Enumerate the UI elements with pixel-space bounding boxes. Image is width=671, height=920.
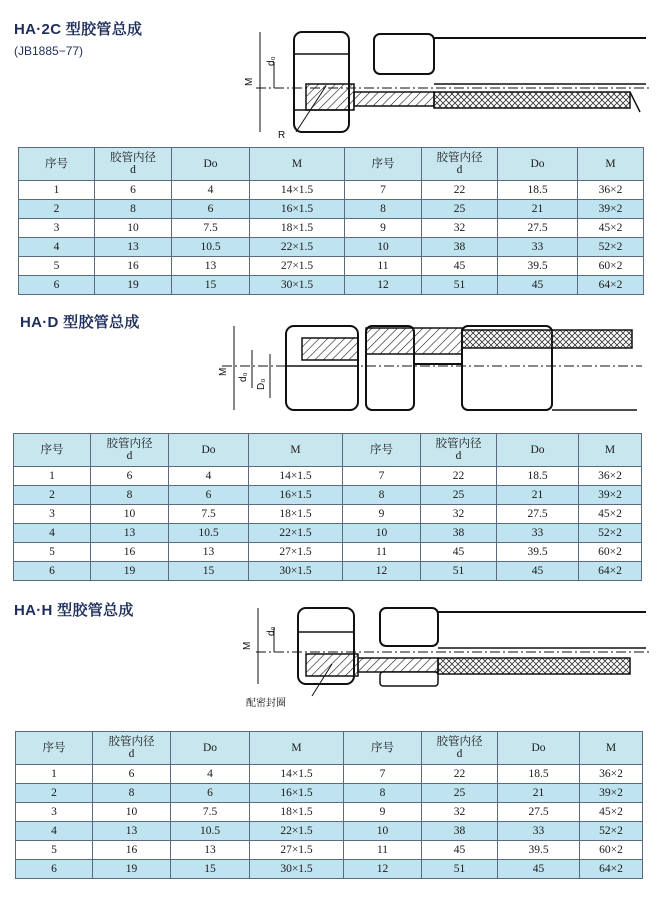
table-cell: 27×1.5: [249, 543, 343, 562]
table-cell: 10: [345, 238, 422, 257]
col-header-seq: 序号: [19, 148, 95, 181]
table-cell: 39×2: [580, 784, 643, 803]
col-header-do: Do: [169, 434, 249, 467]
table-cell: 36×2: [580, 765, 643, 784]
table-cell: 16×1.5: [250, 200, 345, 219]
section-subtitle: (JB1885−77): [14, 44, 84, 58]
table-cell: 8: [344, 784, 422, 803]
col-header-seq: 序号: [16, 732, 93, 765]
table-cell: 36×2: [578, 181, 644, 200]
table-cell: 10: [93, 803, 171, 822]
table-cell: 4: [172, 181, 250, 200]
table-cell: 39.5: [497, 543, 579, 562]
table-cell: 51: [422, 860, 498, 879]
table-cell: 45×2: [578, 219, 644, 238]
table-cell: 30×1.5: [250, 860, 344, 879]
table-cell: 45: [422, 257, 498, 276]
col-header-seq: 序号: [345, 148, 422, 181]
table-cell: 13: [93, 822, 171, 841]
table-cell: 9: [343, 505, 421, 524]
table-cell: 32: [422, 219, 498, 238]
hose-assembly-drawing: [212, 318, 652, 418]
table-cell: 4: [16, 822, 93, 841]
table-row: [19, 257, 644, 276]
table-row: [14, 467, 642, 486]
table-cell: 33: [497, 524, 579, 543]
table-cell: 16: [95, 257, 172, 276]
col-header-m: M: [579, 434, 642, 467]
table-cell: 18.5: [498, 765, 580, 784]
spec-table: [18, 147, 644, 295]
table-cell: 7.5: [172, 219, 250, 238]
table-cell: 10.5: [171, 822, 250, 841]
table-cell: 64×2: [580, 860, 643, 879]
table-cell: 1: [19, 181, 95, 200]
table-cell: 16×1.5: [250, 784, 344, 803]
table-cell: 45: [422, 841, 498, 860]
table-row: [16, 841, 643, 860]
table-cell: 21: [498, 200, 578, 219]
table-cell: 27×1.5: [250, 257, 345, 276]
table-cell: 6: [171, 784, 250, 803]
section-title: HA·H 型胶管总成: [14, 602, 134, 619]
table-cell: 15: [172, 276, 250, 295]
table-row: [19, 200, 644, 219]
col-header-do: Do: [498, 732, 580, 765]
col-header-seq: 序号: [14, 434, 91, 467]
table-cell: 3: [19, 219, 95, 238]
col-header-inner-diameter: 胶管内径 d: [93, 732, 171, 765]
table-cell: 4: [19, 238, 95, 257]
table-cell: 14×1.5: [249, 467, 343, 486]
table-cell: 6: [16, 860, 93, 879]
table-cell: 14×1.5: [250, 181, 345, 200]
table-cell: 45: [498, 276, 578, 295]
table-cell: 45: [421, 543, 497, 562]
table-cell: 6: [91, 467, 169, 486]
table-row: [16, 784, 643, 803]
table-cell: 52×2: [579, 524, 642, 543]
table-cell: 22: [422, 181, 498, 200]
table-cell: 2: [19, 200, 95, 219]
dim-D0-label: D₀: [256, 378, 267, 390]
table-cell: 9: [344, 803, 422, 822]
table-cell: 10: [95, 219, 172, 238]
table-cell: 38: [422, 238, 498, 257]
table-cell: 64×2: [579, 562, 642, 581]
table-cell: 33: [498, 822, 580, 841]
col-header-m: M: [580, 732, 643, 765]
section-title: HA·D 型胶管总成: [20, 314, 140, 331]
table-cell: 32: [421, 505, 497, 524]
table-row: [14, 562, 642, 581]
col-header-do: Do: [497, 434, 579, 467]
table-cell: 6: [19, 276, 95, 295]
table-cell: 10: [343, 524, 421, 543]
table-cell: 7.5: [171, 803, 250, 822]
table-cell: 12: [343, 562, 421, 581]
col-header-inner-diameter: 胶管内径 d: [95, 148, 172, 181]
col-header-m: M: [578, 148, 644, 181]
table-row: [16, 803, 643, 822]
table-cell: 15: [169, 562, 249, 581]
table-cell: 21: [497, 486, 579, 505]
table-cell: 45: [497, 562, 579, 581]
table-cell: 8: [93, 784, 171, 803]
dim-m-label: M: [244, 77, 255, 86]
table-cell: 5: [14, 543, 91, 562]
table-cell: 6: [95, 181, 172, 200]
dim-r-label: R: [278, 130, 286, 141]
table-row: [14, 543, 642, 562]
table-cell: 3: [14, 505, 91, 524]
table-cell: 18×1.5: [250, 803, 344, 822]
table-cell: 6: [169, 486, 249, 505]
table-row: [16, 765, 643, 784]
table-cell: 4: [14, 524, 91, 543]
col-header-inner-diameter: 胶管内径 d: [422, 732, 498, 765]
table-cell: 60×2: [579, 543, 642, 562]
table-cell: 2: [16, 784, 93, 803]
table-cell: 18.5: [497, 467, 579, 486]
table-cell: 30×1.5: [249, 562, 343, 581]
table-cell: 39×2: [579, 486, 642, 505]
table-cell: 16: [91, 543, 169, 562]
table-cell: 18.5: [498, 181, 578, 200]
table-cell: 5: [16, 841, 93, 860]
table-cell: 2: [14, 486, 91, 505]
table-cell: 45×2: [580, 803, 643, 822]
table-cell: 60×2: [580, 841, 643, 860]
dim-d0-label: d₀: [266, 626, 277, 636]
table-cell: 8: [95, 200, 172, 219]
table-cell: 60×2: [578, 257, 644, 276]
table-cell: 64×2: [578, 276, 644, 295]
table-cell: 39.5: [498, 841, 580, 860]
table-cell: 11: [345, 257, 422, 276]
spec-table: [15, 731, 643, 879]
section-title: HA·2C 型胶管总成: [14, 21, 143, 38]
table-cell: 10.5: [169, 524, 249, 543]
table-cell: 22: [421, 467, 497, 486]
table-cell: 22×1.5: [249, 524, 343, 543]
col-header-seq: 序号: [344, 732, 422, 765]
table-cell: 13: [91, 524, 169, 543]
table-cell: 15: [171, 860, 250, 879]
table-cell: 12: [344, 860, 422, 879]
col-header-m: M: [249, 434, 343, 467]
dim-m-label: M: [218, 367, 229, 376]
table-cell: 13: [95, 238, 172, 257]
dim-d0-label: d₀: [238, 372, 249, 382]
table-cell: 5: [19, 257, 95, 276]
table-cell: 36×2: [579, 467, 642, 486]
table-cell: 16: [93, 841, 171, 860]
table-cell: 10: [344, 822, 422, 841]
table-cell: 7.5: [169, 505, 249, 524]
table-cell: 19: [95, 276, 172, 295]
table-cell: 38: [421, 524, 497, 543]
table-cell: 45×2: [579, 505, 642, 524]
table-cell: 13: [172, 257, 250, 276]
table-cell: 19: [93, 860, 171, 879]
table-cell: 51: [422, 276, 498, 295]
table-cell: 9: [345, 219, 422, 238]
table-cell: 52×2: [578, 238, 644, 257]
table-cell: 51: [421, 562, 497, 581]
col-header-m: M: [250, 732, 344, 765]
table-cell: 45: [498, 860, 580, 879]
table-cell: 39×2: [578, 200, 644, 219]
table-row: [16, 822, 643, 841]
table-cell: 52×2: [580, 822, 643, 841]
table-cell: 25: [422, 784, 498, 803]
table-cell: 10.5: [172, 238, 250, 257]
table-cell: 12: [345, 276, 422, 295]
dim-m-label: M: [242, 641, 253, 650]
table-cell: 38: [422, 822, 498, 841]
table-cell: 1: [14, 467, 91, 486]
col-header-do: Do: [498, 148, 578, 181]
table-cell: 27.5: [498, 803, 580, 822]
table-cell: 1: [16, 765, 93, 784]
table-cell: 7: [345, 181, 422, 200]
table-cell: 30×1.5: [250, 276, 345, 295]
table-cell: 11: [344, 841, 422, 860]
col-header-inner-diameter: 胶管内径 d: [422, 148, 498, 181]
spec-table: [13, 433, 642, 581]
col-header-do: Do: [171, 732, 250, 765]
table-cell: 8: [345, 200, 422, 219]
table-cell: 27×1.5: [250, 841, 344, 860]
table-cell: 25: [422, 200, 498, 219]
table-cell: 7: [344, 765, 422, 784]
table-cell: 25: [421, 486, 497, 505]
table-cell: 13: [169, 543, 249, 562]
table-cell: 6: [172, 200, 250, 219]
hose-assembly-drawing: [236, 22, 656, 144]
table-cell: 21: [498, 784, 580, 803]
table-cell: 22: [422, 765, 498, 784]
table-cell: 6: [93, 765, 171, 784]
table-cell: 27.5: [498, 219, 578, 238]
table-cell: 18×1.5: [249, 505, 343, 524]
table-cell: 27.5: [497, 505, 579, 524]
table-cell: 3: [16, 803, 93, 822]
table-cell: 14×1.5: [250, 765, 344, 784]
table-cell: 39.5: [498, 257, 578, 276]
table-cell: 6: [14, 562, 91, 581]
table-cell: 11: [343, 543, 421, 562]
hose-assembly-drawing: [236, 598, 656, 716]
table-row: [14, 486, 642, 505]
table-row: [19, 181, 644, 200]
table-row: [19, 219, 644, 238]
table-row: [19, 238, 644, 257]
table-cell: 18×1.5: [250, 219, 345, 238]
table-cell: 4: [169, 467, 249, 486]
table-cell: 7: [343, 467, 421, 486]
table-row: [14, 505, 642, 524]
table-row: [16, 860, 643, 879]
table-cell: 16×1.5: [249, 486, 343, 505]
table-cell: 22×1.5: [250, 822, 344, 841]
table-cell: 19: [91, 562, 169, 581]
table-row: [19, 276, 644, 295]
col-header-inner-diameter: 胶管内径 d: [91, 434, 169, 467]
table-row: [14, 524, 642, 543]
table-cell: 8: [91, 486, 169, 505]
seal-ring-label: 配密封圈: [246, 698, 286, 709]
table-cell: 33: [498, 238, 578, 257]
col-header-seq: 序号: [343, 434, 421, 467]
table-cell: 22×1.5: [250, 238, 345, 257]
col-header-do: Do: [172, 148, 250, 181]
table-cell: 32: [422, 803, 498, 822]
table-cell: 10: [91, 505, 169, 524]
dim-d0-label: d₀: [266, 56, 277, 66]
col-header-m: M: [250, 148, 345, 181]
table-cell: 13: [171, 841, 250, 860]
col-header-inner-diameter: 胶管内径 d: [421, 434, 497, 467]
table-cell: 4: [171, 765, 250, 784]
table-cell: 8: [343, 486, 421, 505]
